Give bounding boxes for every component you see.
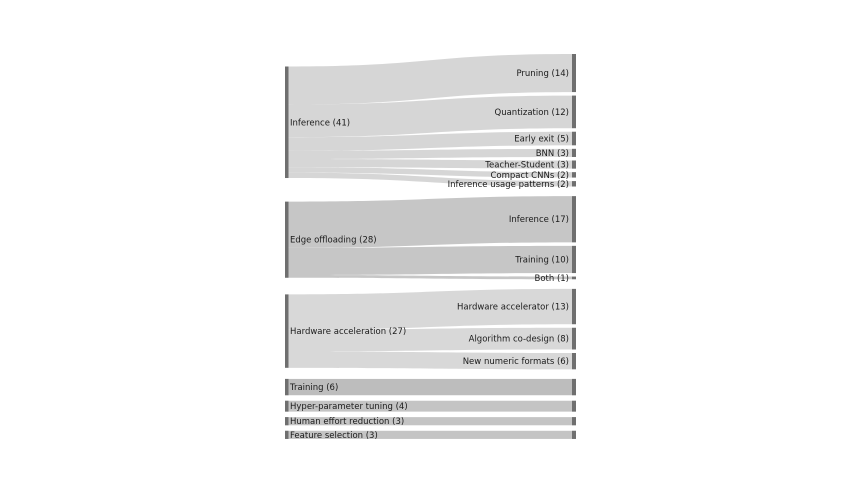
target-node-quantization [572,96,576,129]
target-node-inference [572,196,576,242]
target-label-compact-cnns: Compact CNNs (2) [490,170,569,181]
source-node-feature-selection [285,431,289,439]
target-label-pruning: Pruning (14) [516,69,569,80]
source-node-hyper-parameter-tuning [285,401,289,412]
target-node-compact-cnns [572,172,576,177]
source-node-training [285,379,289,395]
target-node-feature-selection [572,431,576,439]
target-label-inference: Inference (17) [508,215,569,226]
source-node-edge-offloading [285,202,289,278]
source-label-edge-offloading: Edge offloading (28) [290,235,377,246]
target-label-early-exit: Early exit (5) [514,134,569,145]
source-label-hardware-acceleration: Hardware acceleration (27) [290,327,407,338]
target-label-bnn: BNN (3) [535,148,569,159]
target-node-inference-usage-patterns [572,181,576,186]
target-node-algorithm-co-design [572,328,576,350]
target-node-hardware-accelerator [572,289,576,324]
target-label-quantization: Quantization (12) [494,107,569,118]
target-node-training [572,379,576,395]
source-node-human-effort-reduction [285,417,289,425]
band-label-training: Training (6) [290,383,339,394]
target-node-hyper-parameter-tuning [572,401,576,412]
band-label-hyper-parameter-tuning: Hyper-parameter tuning (4) [290,402,408,413]
target-label-algorithm-co-design: Algorithm co-design (8) [468,334,569,345]
link-edge-offloading-to-both [289,275,573,279]
target-node-pruning [572,54,576,92]
source-node-inference [285,67,289,179]
target-node-training [572,246,576,273]
target-node-new-numeric-formats [572,353,576,369]
target-label-new-numeric-formats: New numeric formats (6) [462,357,569,368]
target-node-human-effort-reduction [572,417,576,425]
target-label-inference-usage-patterns: Inference usage patterns (2) [447,179,569,190]
band-label-feature-selection: Feature selection (3) [290,430,378,441]
target-label-teacher-student: Teacher-Student (3) [485,160,569,171]
band-label-human-effort-reduction: Human effort reduction (3) [290,417,405,428]
target-node-teacher-student [572,160,576,168]
target-label-hardware-accelerator: Hardware accelerator (13) [457,302,569,313]
target-label-both: Both (1) [534,273,569,284]
target-node-both [572,277,576,280]
target-node-early-exit [572,132,576,146]
target-label-training: Training (10) [515,255,569,266]
source-label-inference: Inference (41) [290,118,351,129]
target-node-bnn [572,149,576,157]
source-node-hardware-acceleration [285,294,289,367]
